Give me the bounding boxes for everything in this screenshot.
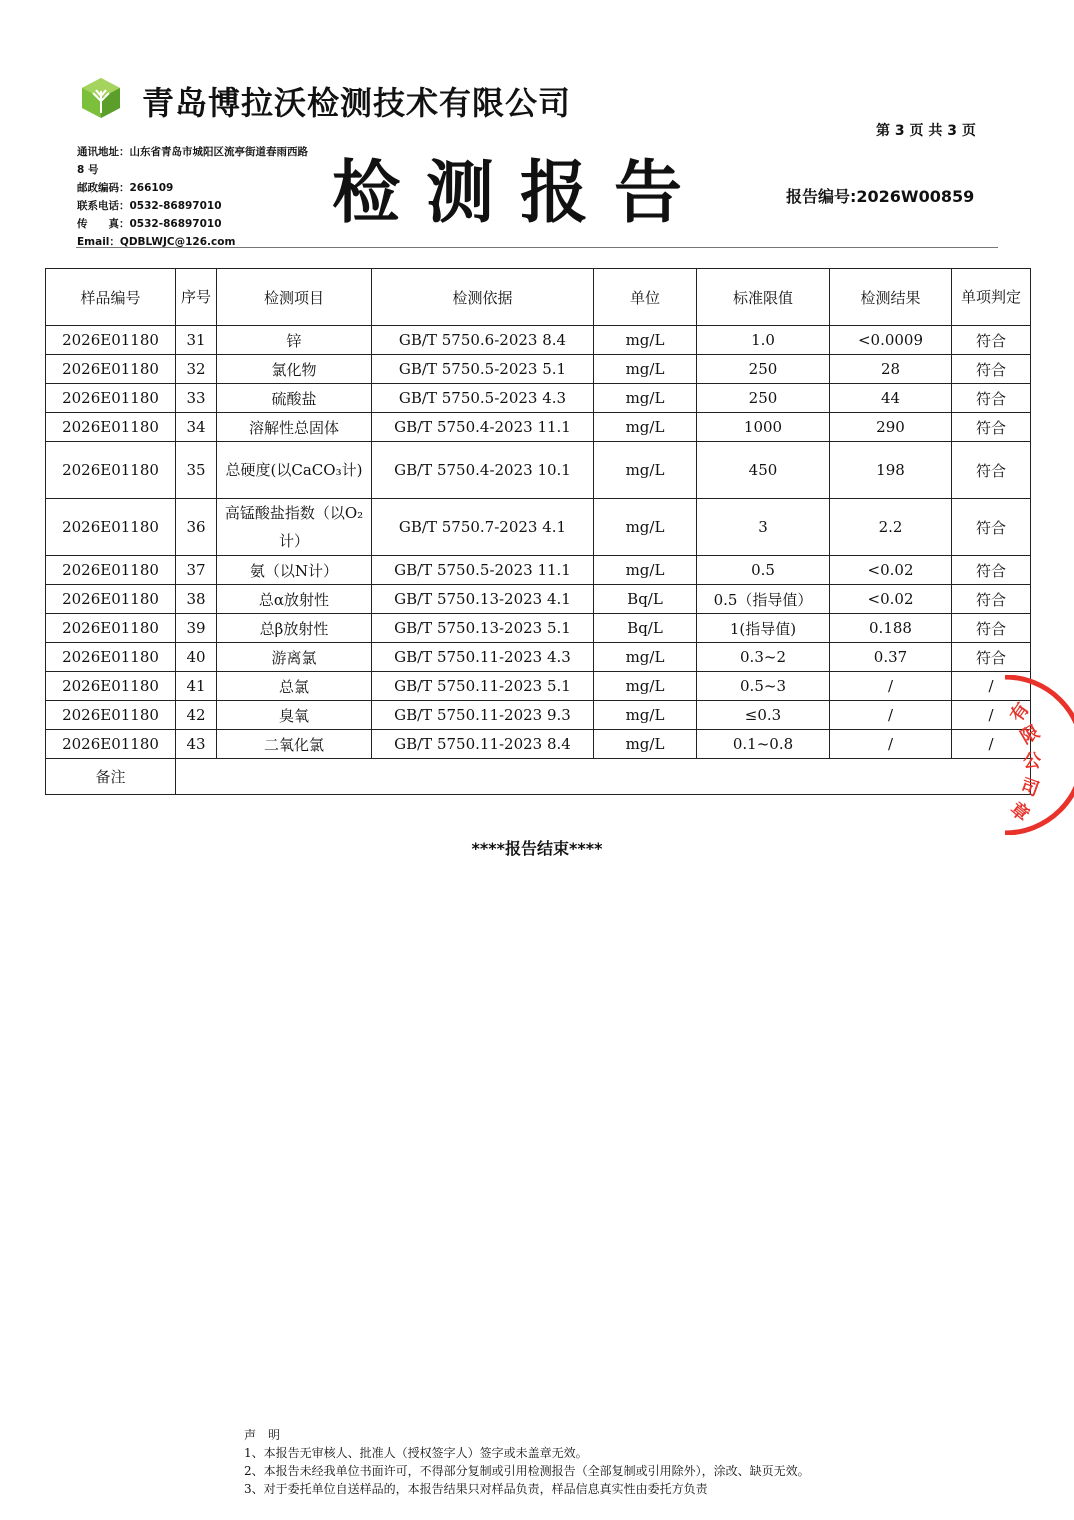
limit-cell: 0.5	[697, 556, 830, 585]
limit-cell: 3	[697, 499, 830, 556]
method-cell: GB/T 5750.13-2023 5.1	[372, 614, 594, 643]
unit-cell: mg/L	[594, 413, 697, 442]
company-name: 青岛博拉沃检测技术有限公司	[142, 84, 572, 122]
item-cell: 溶解性总固体	[217, 413, 372, 442]
item-cell: 游离氯	[217, 643, 372, 672]
seq-cell: 37	[176, 556, 217, 585]
method-cell: GB/T 5750.7-2023 4.1	[372, 499, 594, 556]
verdict-cell: 符合	[952, 355, 1031, 384]
svg-text:章: 章	[1005, 798, 1034, 826]
verdict-cell: 符合	[952, 413, 1031, 442]
verdict-cell: 符合	[952, 442, 1031, 499]
method-cell: GB/T 5750.13-2023 4.1	[372, 585, 594, 614]
result-cell: 0.188	[830, 614, 952, 643]
result-cell: 198	[830, 442, 952, 499]
item-cell: 总氯	[217, 672, 372, 701]
method-cell: GB/T 5750.4-2023 11.1	[372, 413, 594, 442]
col-header-item: 检测项目	[217, 269, 372, 326]
verdict-cell: 符合	[952, 556, 1031, 585]
table-row	[46, 643, 1031, 672]
declaration-title: 声 明	[244, 1428, 281, 1442]
table-row	[46, 701, 1031, 730]
report-title: 检测报告	[332, 153, 709, 233]
result-cell: 0.37	[830, 643, 952, 672]
method-cell: GB/T 5750.5-2023 11.1	[372, 556, 594, 585]
seq-cell: 34	[176, 413, 217, 442]
method-cell: GB/T 5750.5-2023 5.1	[372, 355, 594, 384]
item-cell: 锌	[217, 326, 372, 355]
table-row	[46, 384, 1031, 413]
verdict-cell: 符合	[952, 614, 1031, 643]
seq-cell: 38	[176, 585, 217, 614]
result-cell: 44	[830, 384, 952, 413]
result-cell: 28	[830, 355, 952, 384]
declaration-item: 3、对于委托单位自送样品的，本报告结果只对样品负责，样品信息真实性由委托方负责	[244, 1482, 708, 1496]
seq-cell: 31	[176, 326, 217, 355]
unit-cell: mg/L	[594, 730, 697, 759]
limit-cell: 0.1~0.8	[697, 730, 830, 759]
seq-cell: 35	[176, 442, 217, 499]
header-divider	[76, 247, 998, 248]
method-cell: GB/T 5750.5-2023 4.3	[372, 384, 594, 413]
item-cell: 总α放射性	[217, 585, 372, 614]
table-row	[46, 585, 1031, 614]
verdict-cell: 符合	[952, 585, 1031, 614]
verdict-cell: /	[952, 672, 1031, 701]
remark-value	[176, 759, 1031, 795]
table-row	[46, 326, 1031, 355]
page-info: 第 3 页 共 3 页	[876, 123, 976, 139]
col-header-result: 检测结果	[830, 269, 952, 326]
item-cell: 硫酸盐	[217, 384, 372, 413]
result-cell: /	[830, 701, 952, 730]
remark-label: 备注	[46, 759, 176, 795]
verdict-cell: 符合	[952, 384, 1031, 413]
svg-text:司: 司	[1017, 774, 1042, 801]
svg-text:限: 限	[1017, 721, 1044, 749]
sample-no-cell: 2026E01180	[46, 413, 176, 442]
table-row	[46, 730, 1031, 759]
company-logo-icon	[80, 77, 122, 119]
verdict-cell: 符合	[952, 643, 1031, 672]
results-table	[45, 268, 1034, 795]
method-cell: GB/T 5750.11-2023 5.1	[372, 672, 594, 701]
sample-no-cell: 2026E01180	[46, 701, 176, 730]
sample-no-cell: 2026E01180	[46, 556, 176, 585]
item-cell: 臭氧	[217, 701, 372, 730]
postcode-line: 邮政编码：266109	[77, 182, 174, 194]
limit-cell: 1(指导值)	[697, 614, 830, 643]
table-row	[46, 556, 1031, 585]
limit-cell: 250	[697, 355, 830, 384]
item-cell: 高锰酸盐指数（以O₂计）	[217, 499, 372, 556]
unit-cell: mg/L	[594, 384, 697, 413]
col-header-unit: 单位	[594, 269, 697, 326]
declaration-item: 1、本报告无审核人、批准人（授权签字人）签字或未盖章无效。	[244, 1446, 588, 1460]
seq-cell: 40	[176, 643, 217, 672]
email-line: Email：QDBLWJC@126.com	[77, 236, 236, 248]
sample-no-cell: 2026E01180	[46, 384, 176, 413]
verdict-cell: /	[952, 701, 1031, 730]
result-cell: /	[830, 730, 952, 759]
result-cell: <0.02	[830, 585, 952, 614]
table-header-row	[46, 269, 1031, 326]
report-end-marker: ****报告结束****	[471, 839, 603, 858]
seq-cell: 32	[176, 355, 217, 384]
unit-cell: mg/L	[594, 326, 697, 355]
unit-cell: mg/L	[594, 556, 697, 585]
table-row	[46, 499, 1031, 556]
limit-cell: 0.5（指导值）	[697, 585, 830, 614]
seq-cell: 43	[176, 730, 217, 759]
sample-no-cell: 2026E01180	[46, 643, 176, 672]
col-header-verdict: 单项判定	[952, 269, 1031, 326]
sample-no-cell: 2026E01180	[46, 672, 176, 701]
result-cell: /	[830, 672, 952, 701]
method-cell: GB/T 5750.4-2023 10.1	[372, 442, 594, 499]
limit-cell: ≤0.3	[697, 701, 830, 730]
seq-cell: 36	[176, 499, 217, 556]
unit-cell: mg/L	[594, 499, 697, 556]
seq-cell: 39	[176, 614, 217, 643]
limit-cell: 0.5~3	[697, 672, 830, 701]
item-cell: 总β放射性	[217, 614, 372, 643]
company-seal-stamp	[1003, 675, 1074, 835]
sample-no-cell: 2026E01180	[46, 442, 176, 499]
declaration-item: 2、本报告未经我单位书面许可，不得部分复制或引用检测报告（全部复制或引用除外），涂改、缺页无效。	[244, 1464, 810, 1478]
address-line: 8 号	[77, 164, 99, 176]
sample-no-cell: 2026E01180	[46, 326, 176, 355]
seq-cell: 42	[176, 701, 217, 730]
sample-no-cell: 2026E01180	[46, 355, 176, 384]
verdict-cell: 符合	[952, 499, 1031, 556]
method-cell: GB/T 5750.11-2023 8.4	[372, 730, 594, 759]
verdict-cell: 符合	[952, 326, 1031, 355]
item-cell: 氨（以N计）	[217, 556, 372, 585]
col-header-sample-no: 样品编号	[46, 269, 176, 326]
unit-cell: Bq/L	[594, 614, 697, 643]
item-cell: 总硬度(以CaCO₃计)	[217, 442, 372, 499]
table-row	[46, 672, 1031, 701]
unit-cell: Bq/L	[594, 585, 697, 614]
table-row	[46, 442, 1031, 499]
limit-cell: 450	[697, 442, 830, 499]
method-cell: GB/T 5750.6-2023 8.4	[372, 326, 594, 355]
unit-cell: mg/L	[594, 672, 697, 701]
result-cell: <0.0009	[830, 326, 952, 355]
svg-text:有: 有	[1006, 699, 1034, 726]
unit-cell: mg/L	[594, 701, 697, 730]
unit-cell: mg/L	[594, 355, 697, 384]
address-line: 通讯地址：山东省青岛市城阳区流亭街道春雨西路	[77, 146, 308, 158]
unit-cell: mg/L	[594, 442, 697, 499]
verdict-cell: /	[952, 730, 1031, 759]
result-cell: 2.2	[830, 499, 952, 556]
seq-cell: 41	[176, 672, 217, 701]
table-row	[46, 614, 1031, 643]
report-number: 报告编号:2026W00859	[786, 187, 975, 206]
method-cell: GB/T 5750.11-2023 4.3	[372, 643, 594, 672]
phone-line: 联系电话：0532-86897010	[77, 200, 222, 212]
table-row	[46, 413, 1031, 442]
table-row	[46, 355, 1031, 384]
sample-no-cell: 2026E01180	[46, 614, 176, 643]
result-cell: 290	[830, 413, 952, 442]
unit-cell: mg/L	[594, 643, 697, 672]
method-cell: GB/T 5750.11-2023 9.3	[372, 701, 594, 730]
sample-no-cell: 2026E01180	[46, 585, 176, 614]
item-cell: 二氧化氯	[217, 730, 372, 759]
seq-cell: 33	[176, 384, 217, 413]
limit-cell: 0.3~2	[697, 643, 830, 672]
col-header-seq: 序号	[176, 269, 217, 326]
col-header-limit: 标准限值	[697, 269, 830, 326]
limit-cell: 1000	[697, 413, 830, 442]
col-header-method: 检测依据	[372, 269, 594, 326]
remark-row	[46, 759, 1031, 795]
result-cell: <0.02	[830, 556, 952, 585]
sample-no-cell: 2026E01180	[46, 730, 176, 759]
item-cell: 氯化物	[217, 355, 372, 384]
sample-no-cell: 2026E01180	[46, 499, 176, 556]
limit-cell: 250	[697, 384, 830, 413]
limit-cell: 1.0	[697, 326, 830, 355]
svg-text:公: 公	[1023, 751, 1041, 772]
fax-line: 传 真：0532-86897010	[77, 218, 222, 230]
